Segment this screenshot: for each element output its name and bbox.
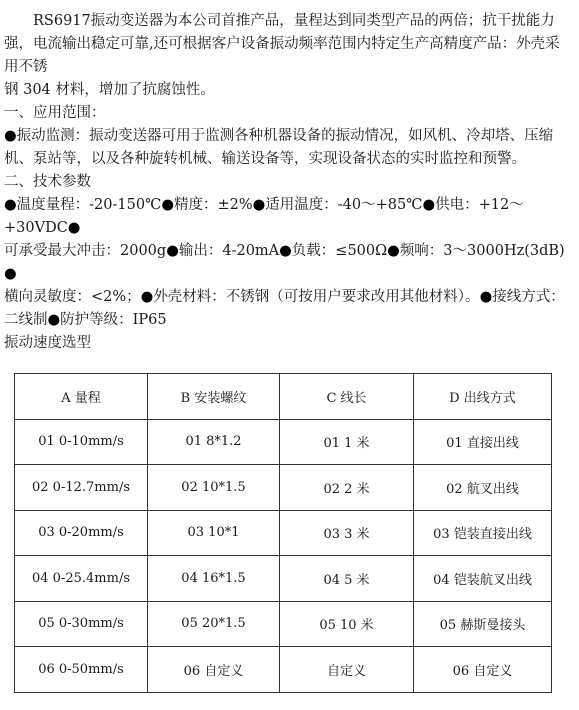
application-paragraph [4, 125, 574, 171]
param-wiring-method: 接线方式： [492, 289, 565, 305]
param-temperature-range: 温度量程：-20-150℃ [16, 197, 162, 213]
table-cell: 03 0-20mm/s [15, 510, 148, 556]
table-cell: 04 16*1.5 [148, 556, 280, 602]
param-two-wire: 二线制 [4, 312, 48, 328]
table-cell: 05 20*1.5 [148, 601, 280, 647]
param-output: 输出：4-20mA [178, 243, 280, 259]
table-cell: 自定义 [280, 647, 414, 693]
bullet-icon: ● [166, 243, 179, 259]
table-cell: 03 10*1 [148, 510, 280, 556]
table-cell: 01 直接出线 [414, 419, 552, 465]
table-cell: 04 铠装航叉出线 [414, 556, 552, 602]
table-cell: 06 0-50mm/s [15, 647, 148, 693]
table-cell: 04 5 米 [280, 556, 414, 602]
table-cell: 01 8*1.2 [148, 419, 280, 465]
table-row [15, 647, 552, 693]
param-accuracy: 精度：±2% [173, 197, 253, 213]
param-transverse-sensitivity: 横向灵敏度：<2%； [4, 289, 141, 305]
table-cell: 01 0-10mm/s [15, 419, 148, 465]
table-cell: 04 0-25.4mm/s [15, 556, 148, 602]
bullet-icon: ● [67, 220, 81, 236]
table-cell: 02 10*1.5 [148, 465, 280, 511]
table-cell: 02 2 米 [280, 465, 414, 511]
table-cell: 05 赫斯曼接头 [414, 601, 552, 647]
header-outlet: D 出线方式 [414, 374, 552, 420]
bullet-icon: ● [422, 197, 436, 213]
table-cell: 05 0-30mm/s [15, 601, 148, 647]
param-load: 负载：≤500Ω [291, 243, 388, 259]
table-cell: 03 3 米 [280, 510, 414, 556]
document-body [4, 10, 574, 355]
table-row [15, 465, 552, 511]
table-cell: 06 自定义 [414, 647, 552, 693]
application-text: 振动监测：振动变送器可用于监测各种机器设备的振动情况，如风机、冷却塔、压缩机、泵站等，以及各种旋转机械、输送设备等，实现设备状态的实时监控和预警。 [4, 128, 554, 167]
header-thread: B 安装螺纹 [148, 374, 280, 420]
param-operating-temperature: 适用温度：-40～+85℃ [265, 197, 423, 213]
param-max-shock: 可承受最大冲击：2000g [4, 243, 167, 259]
table-row [15, 510, 552, 556]
param-protection-level: 防护等级：IP65 [60, 312, 167, 328]
bullet-icon: ● [479, 289, 493, 305]
selection-title: 振动速度选型 [4, 335, 91, 351]
param-housing-material: 外壳材料：不锈钢（可按用户要求改用其他材料）。 [153, 289, 480, 305]
table-header-row [15, 374, 552, 420]
table-cell: 06 自定义 [148, 647, 280, 693]
header-cable-length: C 线长 [280, 374, 414, 420]
bullet-icon: ● [4, 266, 17, 282]
table-row [15, 601, 552, 647]
table-cell: 03 铠装直接出线 [414, 510, 552, 556]
intro-paragraph: RS6917振动变送器为本公司首推产品，量程达到同类型产品的两倍；抗干扰能力强，电流输出稳定可靠,还可根据客户设备振动频率范围内特定生产高精度产品：外壳采用不锈 [4, 13, 560, 75]
param-frequency-response: 频响：3～3000Hz(3dB) [399, 243, 565, 259]
bullet-icon: ● [161, 197, 174, 213]
bullet-icon: ● [252, 197, 266, 213]
intro-continuation: 钢 304 材料，增加了抗腐蚀性。 [4, 82, 215, 98]
section-params-title: 二、技术参数 [4, 174, 91, 190]
bullet-icon: ● [279, 243, 292, 259]
table-row [15, 419, 552, 465]
params-line-4 [4, 309, 574, 332]
table-cell: 05 10 米 [280, 601, 414, 647]
bullet-icon: ● [387, 243, 400, 259]
bullet-icon: ● [4, 197, 17, 213]
table-cell: 02 0-12.7mm/s [15, 465, 148, 511]
selection-table [14, 373, 552, 693]
params-line-1 [4, 194, 574, 240]
table-cell: 01 1 米 [280, 419, 414, 465]
table-row [15, 556, 552, 602]
header-range: A 量程 [15, 374, 148, 420]
params-line-2 [4, 240, 574, 286]
table-cell: 02 航叉出线 [414, 465, 552, 511]
bullet-icon: ● [4, 128, 17, 144]
bullet-icon: ● [140, 289, 154, 305]
param-power-supply: 供电：+12～+30VDC [4, 197, 524, 236]
section-application-title: 一、应用范围： [4, 105, 106, 121]
params-line-3 [4, 286, 574, 309]
bullet-icon: ● [47, 312, 61, 328]
